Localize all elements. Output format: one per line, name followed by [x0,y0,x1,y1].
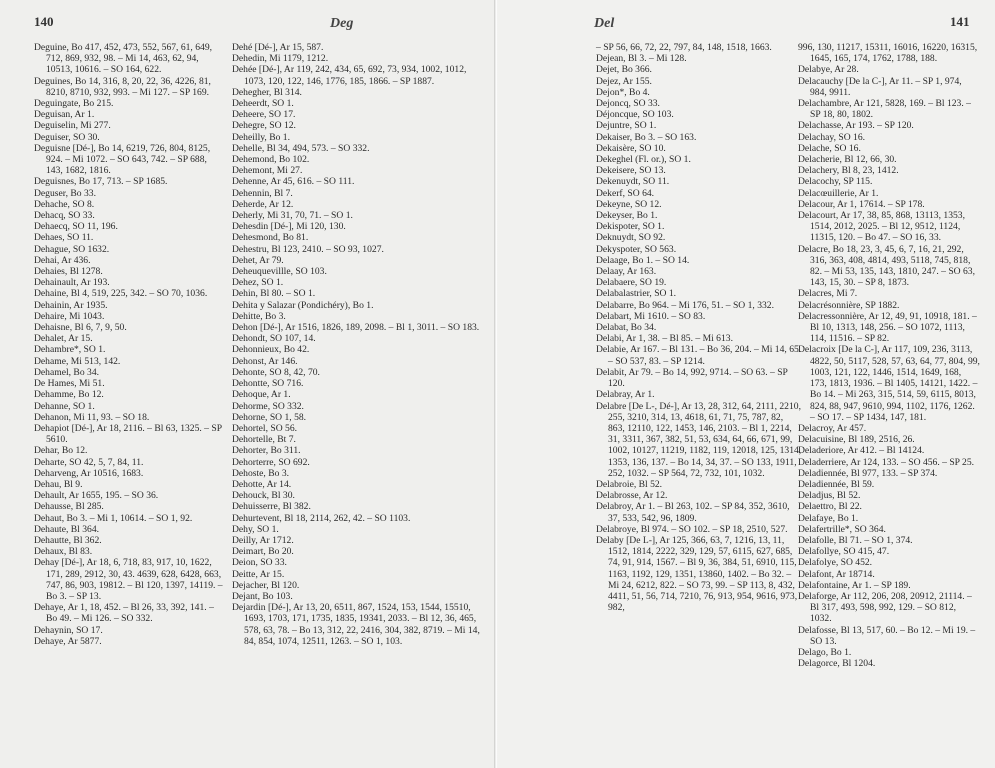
index-entry: Dehaut, Bo 3. – Mi 1, 10614. – SO 1, 92. [34,512,193,524]
index-entry: Dehemont, Mi 27. [232,165,303,177]
index-entry: Dehaisne, Bl 6, 7, 9, 50. [34,322,127,334]
index-entry: Dekispoter, SO 1. [596,221,665,233]
index-entry: Delacour, Ar 1, 17614. – SP 178. [798,198,925,210]
index-entry: Dehoste, Bo 3. [232,467,290,479]
index-entry: Delacrésonnière, SP 1882. [798,299,900,311]
index-entry: Deheerdt, SO 1. [232,98,294,110]
index-entry: Deharte, SO 42, 5, 7, 84, 11. [34,456,144,468]
index-entry: Dejez, Ar 155. [596,75,652,87]
index-entry: Dehon [Dé-], Ar 1516, 1826, 189, 2098. – Bl 1, 3011. – SO 183. [232,322,480,334]
index-entry: – SP 56, 66, 72, 22, 797, 84, 148, 1518, 1663. [596,42,772,53]
index-entry: Deilly, Ar 1712. [232,534,294,546]
index-entry: Dehet, Ar 79. [232,254,284,266]
index-entry: Dejant, Bo 103. [232,590,293,602]
index-entry: Dehorme, SO 332. [232,400,304,412]
index-entry: Delafertrille*, SO 364. [798,523,886,535]
index-entry: Deheere, SO 17. [232,109,296,121]
index-entry: Delabroie, Bl 52. [596,478,663,490]
index-entry: Dehorter, Bo 311. [232,445,301,457]
index-entry: Delabroy, Ar 1. – Bl 263, 102. – SP 84, 352, 3610, 37, 533, 542, 96, 1809. [596,501,790,524]
index-entry: Delafosse, Bl 13, 517, 60. – Bo 12. – Mi 19. – SO 13. [798,624,976,647]
index-entry: Dehaye, Ar 5877. [34,635,102,647]
index-entry: Delachery, Bl 8, 23, 1412. [798,165,899,177]
index-entry: Dehé [Dé-], Ar 15, 587. [232,42,324,53]
index-entry: Dehuisserre, Bl 382. [232,501,311,513]
index-entry: Delacre, Bo 18, 23, 3, 45, 6, 7, 16, 21, 292, 316, 363, 408, 4814, 493, 5118, 745, 818, 82. – Mi 53, 135, 143, 1810, 247. – SO 63, 143, 15, 30. – SP 8, 1873. [798,243,975,289]
index-entry: Dehar, Bo 12. [34,445,88,457]
index-entry: Dehonte, SO 8, 42, 70. [232,366,320,378]
index-entry: Dekaiser, Bo 3. – SO 163. [596,131,697,143]
index-entry: Delabie, Ar 167. – Bl 131. – Bo 36, 204. – Mi 14, 65. – SO 537, 83. – SP 1214. [596,344,802,367]
index-entry: Dekeyne, SO 12. [596,198,662,210]
index-entry: Dehegher, Bl 314. [232,86,302,98]
index-entry: Delaay, Ar 163. [596,266,657,278]
index-entry: Dehache, SO 8. [34,198,95,210]
right-page [498,0,995,768]
index-entry: Dehestru, Bl 123, 2410. – SO 93, 1027. [232,243,384,255]
index-entry: Dehaecq, SO 11, 196. [34,221,118,233]
index-entry: Deguine, Bo 417, 452, 473, 552, 567, 61, 649, 712, 869, 932, 98. – Mi 14, 463, 62, 94, 10513, 10616. – SO 164, 622. [34,42,213,76]
index-entry: Deharveng, Ar 10516, 1683. [34,467,144,479]
index-entry: Dehemond, Bo 102. [232,154,310,166]
index-entry: Dehaynin, SO 17. [34,624,103,636]
index-entry: Dehame, Mi 513, 142. [34,355,121,367]
running-head: Del [594,16,615,31]
index-entry: Deion, SO 33. [232,557,287,569]
index-entry: Dehenne, Ar 45, 616. – SO 111. [232,176,355,188]
index-entry: Dehautte, Bl 362. [34,534,102,546]
index-entry: Dejet, Bo 366. [596,64,652,76]
index-entry: Delacroix [De la C-], Ar 117, 109, 236, 3113, 4822, 50, 5117, 528, 57, 63, 64, 77, 804, 99, 1003, 121, 122, 1446, 1514, 1649, 168, 173, 1813, 1936. – Bl 1405, 14121, 1422. – Bo 14. – Mi 263, 315, 514, 59, 6115, 8013, 824, 88, 947, 9610, 994, 1102, 1176, 1262. – SO 17. – SP 1434, 147, 181. [798,344,980,423]
index-entry: Deheilly, Bo 1. [232,131,290,143]
index-entry: Delacourt, Ar 17, 38, 85, 868, 13113, 1353, 1514, 2012, 2025. – Bl 12, 9512, 1124, 11315, 120. – Bo 47. – SO 16, 33. [798,210,965,244]
index-entry: Delafollye, SO 415, 47. [798,546,890,558]
index-entry: Dehaire, Mi 1043. [34,310,105,322]
index-entry: Dehesmond, Bo 81. [232,232,309,244]
index-entry: Dehée [Dé-], Ar 119, 242, 434, 65, 692, 73, 934, 1002, 1012, 1073, 120, 122, 146, 1776, 185, 1866. – SP 1887. [232,64,467,87]
index-entry: Delabit, Ar 79. – Bo 14, 992, 9714. – SO 63. – SP 120. [596,366,788,390]
index-entry: Dehamel, Bo 34. [34,366,100,378]
index-entry: Deherly, Mi 31, 70, 71. – SO 1. [232,210,353,222]
index-entry: Dejon*, Bo 4. [596,86,650,98]
index-entry: Dehay [Dé-], Ar 18, 6, 718, 83, 917, 10, 1622, 171, 289, 2912, 30, 43. 4639, 628, 6428, 663, 747, 86, 903, 19812. – Bl 120, 1397, 14119. – Bo 3. – SP 13. [34,557,223,602]
index-column [34,42,224,647]
index-entry: Dekeyser, Bo 1. [596,210,658,222]
index-entry: Delaforge, Ar 112, 206, 208, 20912, 21114. – Bl 317, 493, 598, 992, 129. – SO 812, 1032. [798,590,972,625]
index-entry: Deladeriore, Ar 412. – Bl 14124. [798,445,925,457]
index-entry: Dehoque, Ar 1. [232,389,291,401]
index-entry: Deguisnes, Bo 17, 713. – SP 1685. [34,176,168,188]
index-entry: Delacressonnière, Ar 12, 49, 91, 10918, 181. – Bl 10, 1313, 148, 256. – SO 1072, 1113, 114, 11516. – SP 82. [798,310,977,345]
index-entry: Delacuisine, Bl 189, 2516, 26. [798,434,915,446]
index-entry: Dehurtevent, Bl 18, 2114, 262, 42. – SO 1103. [232,512,411,524]
index-entry: Dehondt, SO 107, 14. [232,333,316,345]
index-entry: 996, 130, 11217, 15311, 16016, 16220, 16315, 1645, 165, 174, 1762, 1788, 188. [798,42,978,65]
index-entry: Dekenuydt, SO 11. [596,176,670,188]
index-entry: Dehelle, Bl 34, 494, 573. – SO 332. [232,142,370,154]
index-column [798,42,980,669]
index-entry: Dehorterre, SO 692. [232,456,310,468]
index-entry: Dehortel, SO 56. [232,422,298,434]
index-entry: Deimart, Bo 20. [232,546,294,558]
index-entry: Dejoncq, SO 33. [596,98,660,110]
index-entry: Dehaye, Ar 1, 18, 452. – Bl 26, 33, 392, 141. – Bo 49. – Mi 126. – SO 332. [34,602,214,625]
index-entry: Delabalastrier, SO 1. [596,288,677,300]
index-entry: Dekyspoter, SO 563. [596,243,677,255]
index-entry: Dehez, SO 1. [232,277,284,289]
index-entry: Dekeisere, SO 13. [596,165,666,177]
index-entry: Dehainault, Ar 193. [34,277,110,289]
index-entry: Dehedin, Mi 1179, 1212. [232,53,329,65]
index-entry: Delachasse, Ar 193. – SP 120. [798,120,914,132]
index-entry: Déjoncque, SO 103. [596,109,674,121]
index-entry: Deitte, Ar 15. [232,568,285,580]
index-entry: Delacherie, Bl 12, 66, 30. [798,154,897,166]
index-entry: Dehontte, SO 716. [232,378,304,390]
index-entry: Delacauchy [De la C-], Ar 11. – SP 1, 974, 984, 9911. [798,75,962,98]
index-entry: Dehault, Ar 1655, 195. – SO 36. [34,490,159,502]
index-column [232,42,480,647]
index-entry: Dehambre*, SO 1. [34,344,106,356]
index-entry: Dejuntre, SO 1. [596,120,657,132]
index-entry: Deherde, Ar 12. [232,198,294,210]
index-entry: Dehin, Bl 80. – SO 1. [232,288,316,300]
index-entry: Dehacq, SO 33. [34,210,95,222]
index-entry: Dehotte, Ar 14. [232,478,292,490]
index-entry: Dehita y Salazar (Pondichéry), Bo 1. [232,299,374,311]
index-entry: Dejean, Bl 3. – Mi 128. [596,53,687,65]
index-entry: Deladerriere, Ar 124, 133. – SO 456. – SP 25. [798,456,975,468]
index-entry: Deguser, Bo 33. [34,187,96,199]
index-entry: Dehainin, Ar 1935. [34,299,108,311]
index-entry: Delafolye, SO 452. [798,557,873,569]
index-entry: Delabray, Ar 1. [596,389,655,401]
index-entry: Dehorne, SO 1, 58. [232,411,307,423]
index-entry: Delacroy, Ar 457. [798,422,867,434]
index-entry: Delaettro, Bl 22. [798,501,862,513]
index-entry: Delachay, SO 16. [798,131,866,143]
index-entry: Dejardin [Dé-], Ar 13, 20, 6511, 867, 1524, 153, 1544, 15510, 1693, 1703, 171, 1735, 1835, 19341, 2033. – Bl 12, 36, 465, 578, 63, 78. – Bo 13, 312, 22, 2416, 304, 382, 8719. – Mi 14, 84, 854, 1074, 12511, 1263. – SO 1, 103. [232,602,480,647]
index-entry: Dejacher, Bl 120. [232,579,300,591]
index-entry: Deladjus, Bl 52. [798,490,861,502]
index-entry: Dehegre, SO 12. [232,120,296,132]
index-entry: Deguingate, Bo 215. [34,98,114,110]
index-entry: Dehy, SO 1. [232,523,279,535]
index-entry: Deguisne [Dé-], Bo 14, 6219, 726, 804, 8125, 924. – Mi 1072. – SO 643, 742. – SP 688, 143, 1682, 1816. [34,142,211,177]
index-entry: Dehesdin [Dé-], Mi 120, 130. [232,221,346,233]
index-entry: Delacres, Mi 7. [798,288,858,300]
index-entry: Delabarre, Bo 964. – Mi 176, 51. – SO 1, 332. [596,299,774,311]
index-entry: Deguines, Bo 14, 316, 8, 20, 22, 36, 4226, 81, 8210, 8710, 932, 993. – Mi 127. – SP 169. [34,75,211,98]
index-entry: Deguiselin, Mi 277. [34,120,111,132]
index-entry: Dekaisère, SO 10. [596,142,666,154]
index-entry: Dehalet, Ar 15. [34,333,93,345]
index-entry: Deknuydt, SO 92. [596,232,666,244]
index-entry: Dehanne, SO 1. [34,400,95,412]
index-entry: Delabart, Mi 1610. – SO 83. [596,310,706,322]
running-head: Deg [330,16,354,31]
index-entry: Dehonnieux, Bo 42. [232,344,310,356]
index-entry: Dehaes, SO 11. [34,232,94,244]
index-column [596,42,802,613]
index-entry: Dehau, Bl 9. [34,478,83,490]
index-entry: Deladiennée, Bl 59. [798,478,875,490]
index-entry: Dehouck, Bl 30. [232,490,295,502]
index-entry: Dehague, SO 1632. [34,243,110,255]
index-entry: Delabaere, SO 19. [596,277,667,289]
index-entry: Dehapiot [Dé-], Ar 18, 2116. – Bl 63, 1325. – SP 5610. [34,422,222,446]
index-entry: Delabi, Ar 1, 38. – Bl 85. – Mi 613. [596,333,733,345]
index-entry: Delabye, Ar 28. [798,64,859,76]
index-entry: Dehortelle, Bt 7. [232,434,296,446]
index-entry: Delache, SO 16. [798,142,861,154]
index-entry: Dehennin, Bl 7. [232,187,293,199]
index-entry: Delacochy, SP 115. [798,176,873,188]
index-entry: Delabroye, Bl 974. – SO 102. – SP 18, 2510, 527. [596,523,788,535]
index-entry: Dekerf, SO 64. [596,187,655,199]
index-entry: De Hames, Mi 51. [34,378,105,390]
index-entry: Dehanon, Mi 11, 93. – SO 18. [34,411,150,423]
index-entry: Dehai, Ar 436. [34,254,91,266]
index-entry: Delacœuillerie, Ar 1. [798,187,879,199]
index-entry: Delaage, Bo 1. – SO 14. [596,254,690,266]
index-entry: Deguiser, SO 30. [34,131,100,143]
index-entry: Delafont, Ar 18714. [798,568,875,580]
index-entry: Delabat, Bo 34. [596,322,657,334]
index-entry: Delagorce, Bl 1204. [798,658,876,670]
index-entry: Dehausse, Bl 285. [34,501,104,513]
page-number: 140 [34,14,54,29]
index-entry: Delafontaine, Ar 1. – SP 189. [798,579,911,591]
index-entry: Dehonst, Ar 146. [232,355,298,367]
index-entry: Delaby [De L-], Ar 125, 366, 63, 7, 1216, 13, 11, 1512, 1814, 2222, 329, 129, 57, 6115, 627, 685, 74, 91, 914, 1567. – Bl 9, 36, 384, 51, 6910, 115, 1163, 1192, 129, 1351, 13860, 1402. – Bo 32. – Mi 24, 6212, 822. – SO 73, 99. – SP 113, 8, 432, 4411, 51, 56, 714, 7210, 76, 913, 954, 9616, 973, 982, [596,534,798,614]
page-number: 141 [950,14,970,29]
index-entry: Dekeghel (Fl. or.), SO 1. [596,154,691,166]
index-entry: Deguisan, Ar 1. [34,109,95,121]
index-entry: Delafolle, Bl 71. – SO 1, 374. [798,534,913,546]
index-entry: Delago, Bo 1. [798,646,852,658]
index-entry: Dehaux, Bl 83. [34,546,93,558]
index-entry: Dehaies, Bl 1278. [34,266,103,278]
index-entry: Dehitte, Bo 3. [232,310,286,322]
index-entry: Dehamme, Bo 12. [34,389,104,401]
index-entry: Delachambre, Ar 121, 5828, 169. – Bl 123. – SP 18, 80, 1802. [798,98,971,121]
index-entry: Dehaine, Bl 4, 519, 225, 342. – SO 70, 1036. [34,288,208,300]
index-entry: Dehaute, Bl 364. [34,523,100,535]
index-entry: Delabre [De L-, Dé-], Ar 13, 28, 312, 64, 2111, 2210, 255, 3210, 314, 13, 4618, 61, 71, 75, 787, 82, 863, 12110, 122, 1453, 146, 2103. – Bl 1, 2214, 31, 3311, 367, 382, 51, 53, 634, 64, 66, 671, 99, 1002, 10127, 11219, 1182, 119, 12018, 125, 1314, 1353, 136, 137. – Bo 14, 34, 37. – SO 133, 1911, 252, 1032. – SP 564, 72, 732, 101, 1032. [596,400,802,479]
left-page [0,0,496,768]
index-entry: Deheuquevillle, SO 103. [232,266,327,278]
index-entry: Deladiennée, Bl 977, 133. – SP 374. [798,467,938,479]
index-entry: Delafaye, Bo 1. [798,512,859,524]
index-entry: Delabrosse, Ar 12. [596,490,668,502]
